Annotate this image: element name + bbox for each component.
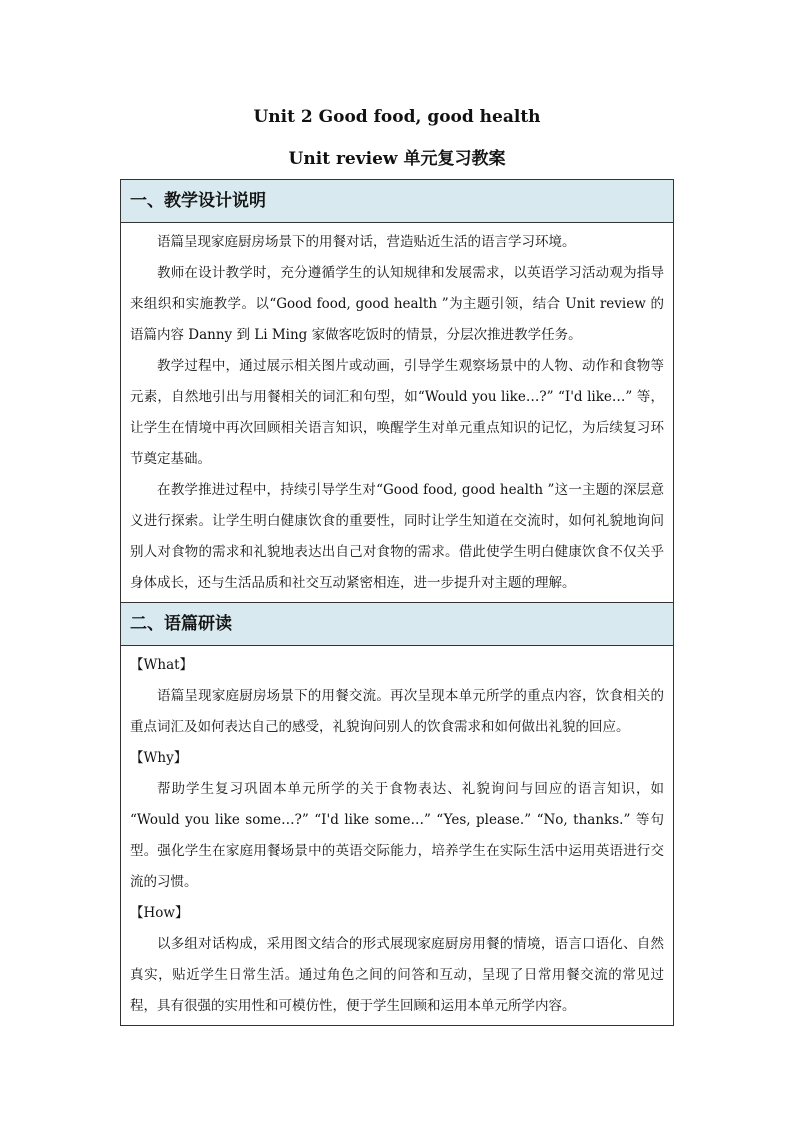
lesson-plan-table <box>120 179 674 1026</box>
why-label: 【Why】 <box>130 750 188 766</box>
why-paragraph: 帮助学生复习巩固本单元所学的关于食物表达、礼貌询问与回应的语言知识，如 “Would you like some…?” “I'd like some…” “Yes, please.” “No, thanks.” 等句型。强化学生在家庭用餐场景中的英语交际能力，培养学生在实际生活中运用英语进行交流的习惯。 <box>130 781 664 890</box>
how-label: 【How】 <box>130 905 189 921</box>
document-title: Unit 2 Good food, good health <box>253 107 541 127</box>
design-paragraph: 在教学推进过程中，持续引导学生对“Good food, good health ”这一主题的深层意义进行探索。让学生明白健康饮食的重要性，同时让学生知道在交流时，如何礼貌地询问别人对食物的需求和礼貌地表达出自己对食物的需求。借此使学生明白健康饮食不仅关乎身体成长，还与生活品质和社交互动紧密相连，进一步提升对主题的理解。 <box>130 482 664 591</box>
document-subtitle: Unit review 单元复习教案 <box>288 149 506 169</box>
section-heading-design: 一、教学设计说明 <box>121 180 673 223</box>
section-body-design <box>121 223 673 603</box>
what-label: 【What】 <box>130 657 194 673</box>
section-body-text-study <box>121 646 673 1025</box>
design-paragraph: 语篇呈现家庭厨房场景下的用餐对话，营造贴近生活的语言学习环境。 <box>157 234 576 250</box>
what-paragraph: 语篇呈现家庭厨房场景下的用餐交流。再次呈现本单元所学的重点内容，饮食相关的重点词汇及如何表达自己的感受，礼貌询问别人的饮食需求和如何做出礼貌的回应。 <box>130 688 664 735</box>
how-paragraph: 以多组对话构成，采用图文结合的形式展现家庭厨房用餐的情境，语言口语化、自然真实，贴近学生日常生活。通过角色之间的问答和互动，呈现了日常用餐交流的常见过程，具有很强的实用性和可模仿性，便于学生回顾和运用本单元所学内容。 <box>130 936 664 1014</box>
design-paragraph: 教师在设计教学时，充分遵循学生的认知规律和发展需求，以英语学习活动观为指导来组织和实施教学。以“Good food, good health ”为主题引领，结合 Unit review 的语篇内容 Danny 到 Li Ming 家做客吃饭时的情景，分层次推进教学任务。 <box>130 265 664 343</box>
section-heading-text-study: 二、语篇研读 <box>121 603 673 646</box>
design-paragraph: 教学过程中，通过展示相关图片或动画，引导学生观察场景中的人物、动作和食物等元素，自然地引出与用餐相关的词汇和句型，如“Would you like…?” “I'd like…” 等，让学生在情境中再次回顾相关语言知识，唤醒学生对单元重点知识的记忆，为后续复习环节奠定基础。 <box>130 358 664 467</box>
